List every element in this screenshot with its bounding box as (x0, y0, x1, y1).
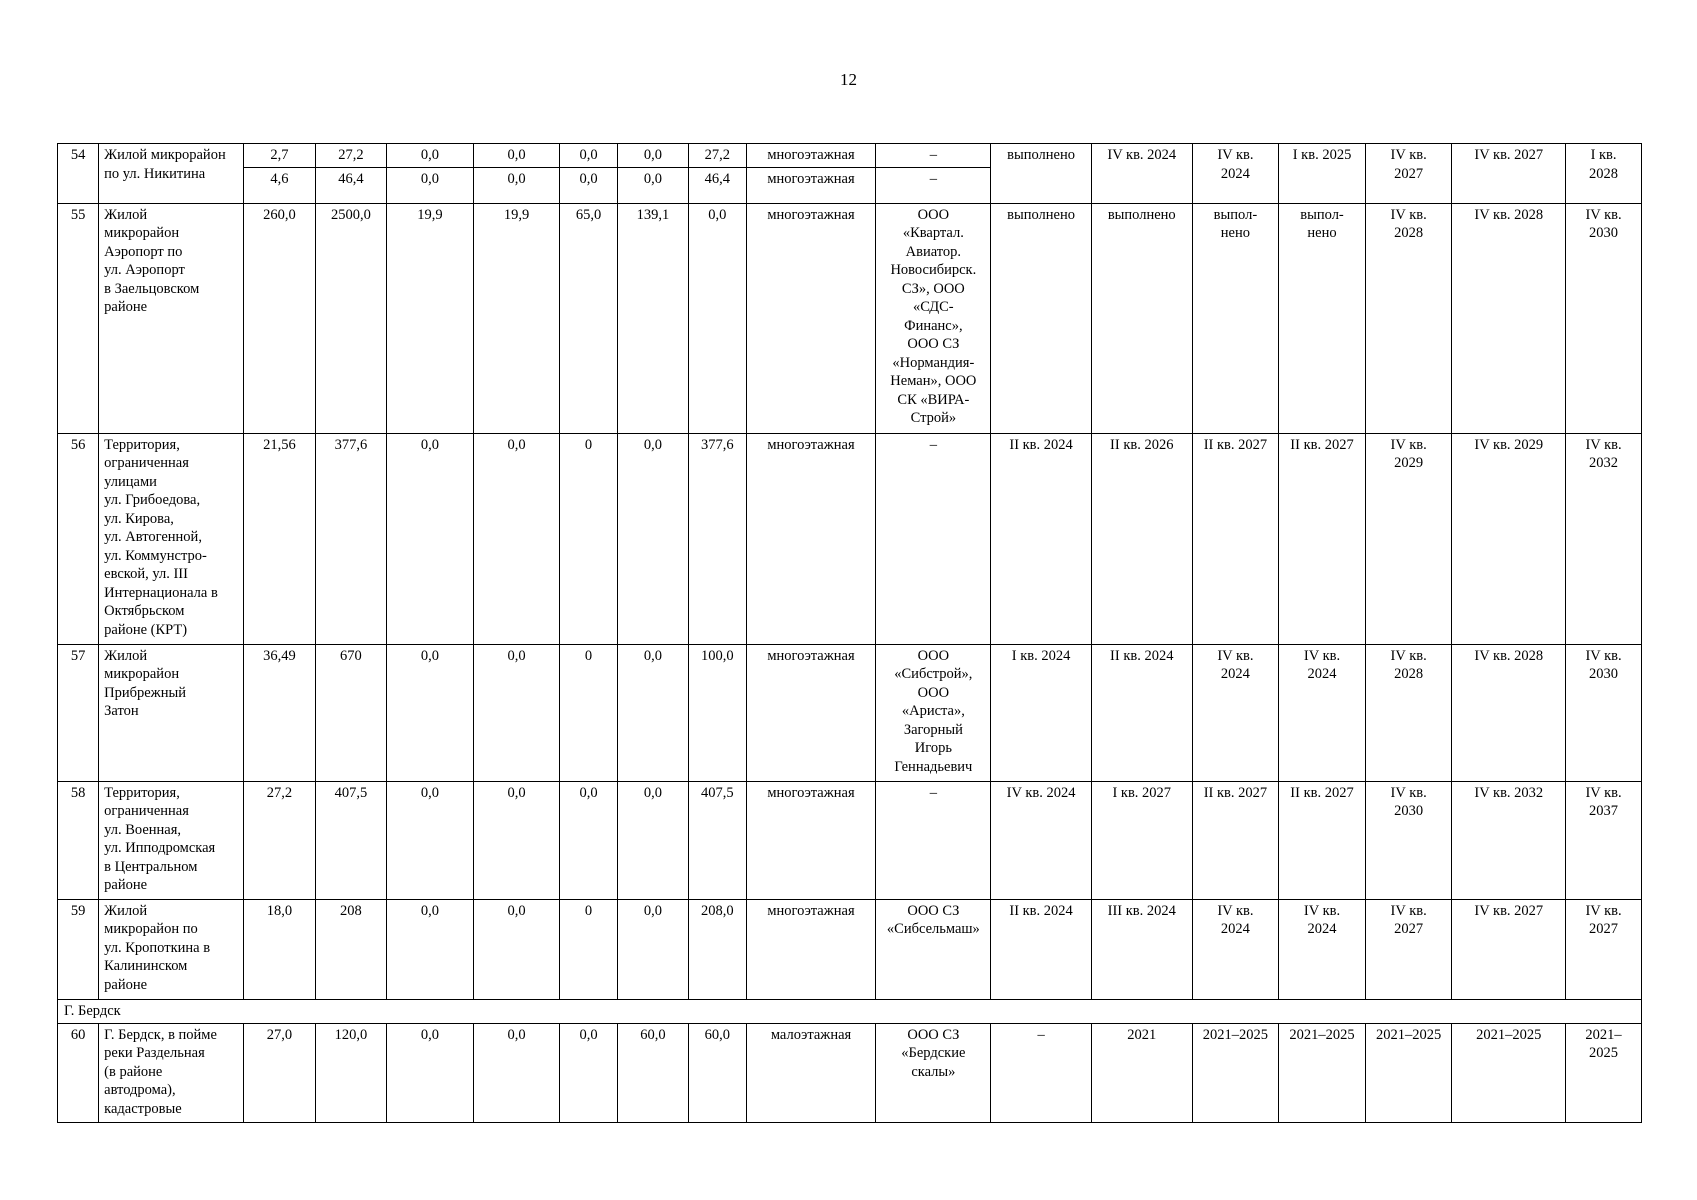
date-cell: I кв. 2028 (1566, 144, 1642, 204)
value-cell: 60,0 (689, 1023, 746, 1122)
row-number: 59 (58, 899, 99, 999)
value-cell: 0,0 (689, 203, 746, 433)
value-cell: 19,9 (387, 203, 474, 433)
row-number: 60 (58, 1023, 99, 1122)
row-number: 55 (58, 203, 99, 433)
object-name: Жилой микрорайон по ул. Никитина (99, 144, 244, 204)
date-cell: 2021–2025 (1192, 1023, 1279, 1122)
date-cell: IV кв. 2030 (1566, 203, 1642, 433)
value-cell: 0,0 (473, 1023, 560, 1122)
object-name: Жилой микрорайон Прибрежный Затон (99, 644, 244, 781)
developer: ООО «Сибстрой», ООО «Ариста», Загорный Игорь Геннадьевич (876, 644, 991, 781)
value-cell: 0,0 (560, 144, 617, 168)
date-cell: II кв. 2027 (1279, 781, 1366, 899)
date-cell: IV кв. 2027 (1452, 144, 1566, 204)
value-cell: 2500,0 (315, 203, 386, 433)
date-cell: – (991, 1023, 1092, 1122)
value-cell: 0,0 (387, 167, 474, 203)
date-cell: II кв. 2026 (1091, 433, 1192, 644)
date-cell: I кв. 2025 (1279, 144, 1366, 204)
value-cell: 0,0 (473, 144, 560, 168)
developer: – (876, 433, 991, 644)
value-cell: 0,0 (387, 899, 474, 999)
building-type: многоэтажная (746, 203, 876, 433)
construction-table (57, 143, 1642, 1123)
value-cell: 0,0 (473, 781, 560, 899)
value-cell: 670 (315, 644, 386, 781)
value-cell: 120,0 (315, 1023, 386, 1122)
date-cell: IV кв. 2024 (1192, 644, 1279, 781)
date-cell: IV кв. 2030 (1566, 644, 1642, 781)
date-cell: IV кв. 2028 (1452, 203, 1566, 433)
date-cell: IV кв. 2029 (1452, 433, 1566, 644)
date-cell: I кв. 2027 (1091, 781, 1192, 899)
table-row (58, 781, 1642, 899)
value-cell: 0,0 (473, 899, 560, 999)
date-cell: IV кв. 2027 (1566, 899, 1642, 999)
value-cell: 208,0 (689, 899, 746, 999)
date-cell: IV кв. 2024 (1279, 644, 1366, 781)
date-cell: IV кв. 2027 (1365, 144, 1452, 204)
date-cell: 2021–2025 (1279, 1023, 1366, 1122)
section-title: Г. Бердск (58, 999, 1642, 1023)
table-row (58, 1023, 1642, 1122)
value-cell: 0,0 (473, 433, 560, 644)
value-cell: 0,0 (617, 899, 688, 999)
developer: – (876, 144, 991, 168)
value-cell: 27,2 (689, 144, 746, 168)
date-cell: 2021–2025 (1365, 1023, 1452, 1122)
value-cell: 0 (560, 433, 617, 644)
developer: – (876, 781, 991, 899)
date-cell: 2021– 2025 (1566, 1023, 1642, 1122)
value-cell: 0,0 (617, 144, 688, 168)
building-type: многоэтажная (746, 899, 876, 999)
value-cell: 0,0 (560, 781, 617, 899)
date-cell: IV кв. 2029 (1365, 433, 1452, 644)
value-cell: 18,0 (244, 899, 315, 999)
value-cell: 208 (315, 899, 386, 999)
date-cell: II кв. 2027 (1192, 433, 1279, 644)
date-cell: 2021 (1091, 1023, 1192, 1122)
object-name: Г. Бердск, в пойме реки Раздельная (в районе автодрома), кадастровые (99, 1023, 244, 1122)
date-cell: IV кв. 2032 (1566, 433, 1642, 644)
page-number: 12 (840, 70, 857, 89)
date-cell: I кв. 2024 (991, 644, 1092, 781)
value-cell: 0,0 (617, 644, 688, 781)
object-name: Территория, ограниченная улицами ул. Грибоедова, ул. Кирова, ул. Автогенной, ул. Коммунстро- евской, ул. III Интернационала в Октябрьском районе (КРТ) (99, 433, 244, 644)
value-cell: 19,9 (473, 203, 560, 433)
value-cell: 0 (560, 899, 617, 999)
value-cell: 100,0 (689, 644, 746, 781)
date-cell: IV кв. 2024 (1192, 899, 1279, 999)
date-cell: IV кв. 2028 (1365, 644, 1452, 781)
value-cell: 27,0 (244, 1023, 315, 1122)
date-cell: выпол- нено (1279, 203, 1366, 433)
value-cell: 0,0 (387, 433, 474, 644)
value-cell: 46,4 (689, 167, 746, 203)
value-cell: 0,0 (560, 167, 617, 203)
table-row (58, 644, 1642, 781)
date-cell: IV кв. 2028 (1365, 203, 1452, 433)
date-cell: IV кв. 2027 (1365, 899, 1452, 999)
date-cell: IV кв. 2024 (1279, 899, 1366, 999)
object-name: Жилой микрорайон по ул. Кропоткина в Калининском районе (99, 899, 244, 999)
value-cell: 0,0 (473, 644, 560, 781)
date-cell: IV кв. 2024 (991, 781, 1092, 899)
date-cell: выпол- нено (1192, 203, 1279, 433)
value-cell: 0,0 (617, 167, 688, 203)
value-cell: 27,2 (244, 781, 315, 899)
date-cell: IV кв. 2027 (1452, 899, 1566, 999)
value-cell: 377,6 (315, 433, 386, 644)
section-row (58, 999, 1642, 1023)
value-cell: 2,7 (244, 144, 315, 168)
date-cell: выполнено (1091, 203, 1192, 433)
date-cell: IV кв. 2030 (1365, 781, 1452, 899)
date-cell: II кв. 2027 (1279, 433, 1366, 644)
value-cell: 60,0 (617, 1023, 688, 1122)
value-cell: 0,0 (617, 781, 688, 899)
value-cell: 0,0 (387, 1023, 474, 1122)
value-cell: 65,0 (560, 203, 617, 433)
row-number: 57 (58, 644, 99, 781)
object-name: Территория, ограниченная ул. Военная, ул. Ипподромская в Центральном районе (99, 781, 244, 899)
value-cell: 46,4 (315, 167, 386, 203)
building-type: многоэтажная (746, 433, 876, 644)
value-cell: 4,6 (244, 167, 315, 203)
value-cell: 36,49 (244, 644, 315, 781)
date-cell: IV кв. 2024 (1091, 144, 1192, 204)
date-cell: III кв. 2024 (1091, 899, 1192, 999)
value-cell: 0,0 (473, 167, 560, 203)
value-cell: 139,1 (617, 203, 688, 433)
date-cell: IV кв. 2028 (1452, 644, 1566, 781)
value-cell: 0,0 (387, 781, 474, 899)
value-cell: 0,0 (387, 644, 474, 781)
developer: ООО СЗ «Сибсельмаш» (876, 899, 991, 999)
value-cell: 0,0 (387, 144, 474, 168)
developer: ООО СЗ «Бердские скалы» (876, 1023, 991, 1122)
value-cell: 27,2 (315, 144, 386, 168)
value-cell: 407,5 (315, 781, 386, 899)
table-row (58, 203, 1642, 433)
developer: – (876, 167, 991, 203)
building-type: многоэтажная (746, 781, 876, 899)
building-type: малоэтажная (746, 1023, 876, 1122)
value-cell: 0,0 (560, 1023, 617, 1122)
date-cell: II кв. 2024 (991, 433, 1092, 644)
date-cell: 2021–2025 (1452, 1023, 1566, 1122)
date-cell: II кв. 2024 (1091, 644, 1192, 781)
date-cell: IV кв. 2032 (1452, 781, 1566, 899)
table-row (58, 899, 1642, 999)
value-cell: 407,5 (689, 781, 746, 899)
date-cell: выполнено (991, 203, 1092, 433)
row-number: 56 (58, 433, 99, 644)
developer: ООО «Квартал. Авиатор. Новосибирск. СЗ», ООО «СДС- Финанс», ООО СЗ «Нормандия- Неман», ООО СК «ВИРА- Строй» (876, 203, 991, 433)
row-number: 54 (58, 144, 99, 204)
value-cell: 377,6 (689, 433, 746, 644)
value-cell: 21,56 (244, 433, 315, 644)
date-cell: II кв. 2027 (1192, 781, 1279, 899)
date-cell: II кв. 2024 (991, 899, 1092, 999)
date-cell: IV кв. 2024 (1192, 144, 1279, 204)
object-name: Жилой микрорайон Аэропорт по ул. Аэропорт в Заельцовском районе (99, 203, 244, 433)
date-cell: выполнено (991, 144, 1092, 204)
table-row (58, 144, 1642, 168)
value-cell: 0 (560, 644, 617, 781)
row-number: 58 (58, 781, 99, 899)
building-type: многоэтажная (746, 144, 876, 168)
table-row (58, 433, 1642, 644)
date-cell: IV кв. 2037 (1566, 781, 1642, 899)
building-type: многоэтажная (746, 644, 876, 781)
value-cell: 0,0 (617, 433, 688, 644)
building-type: многоэтажная (746, 167, 876, 203)
value-cell: 260,0 (244, 203, 315, 433)
